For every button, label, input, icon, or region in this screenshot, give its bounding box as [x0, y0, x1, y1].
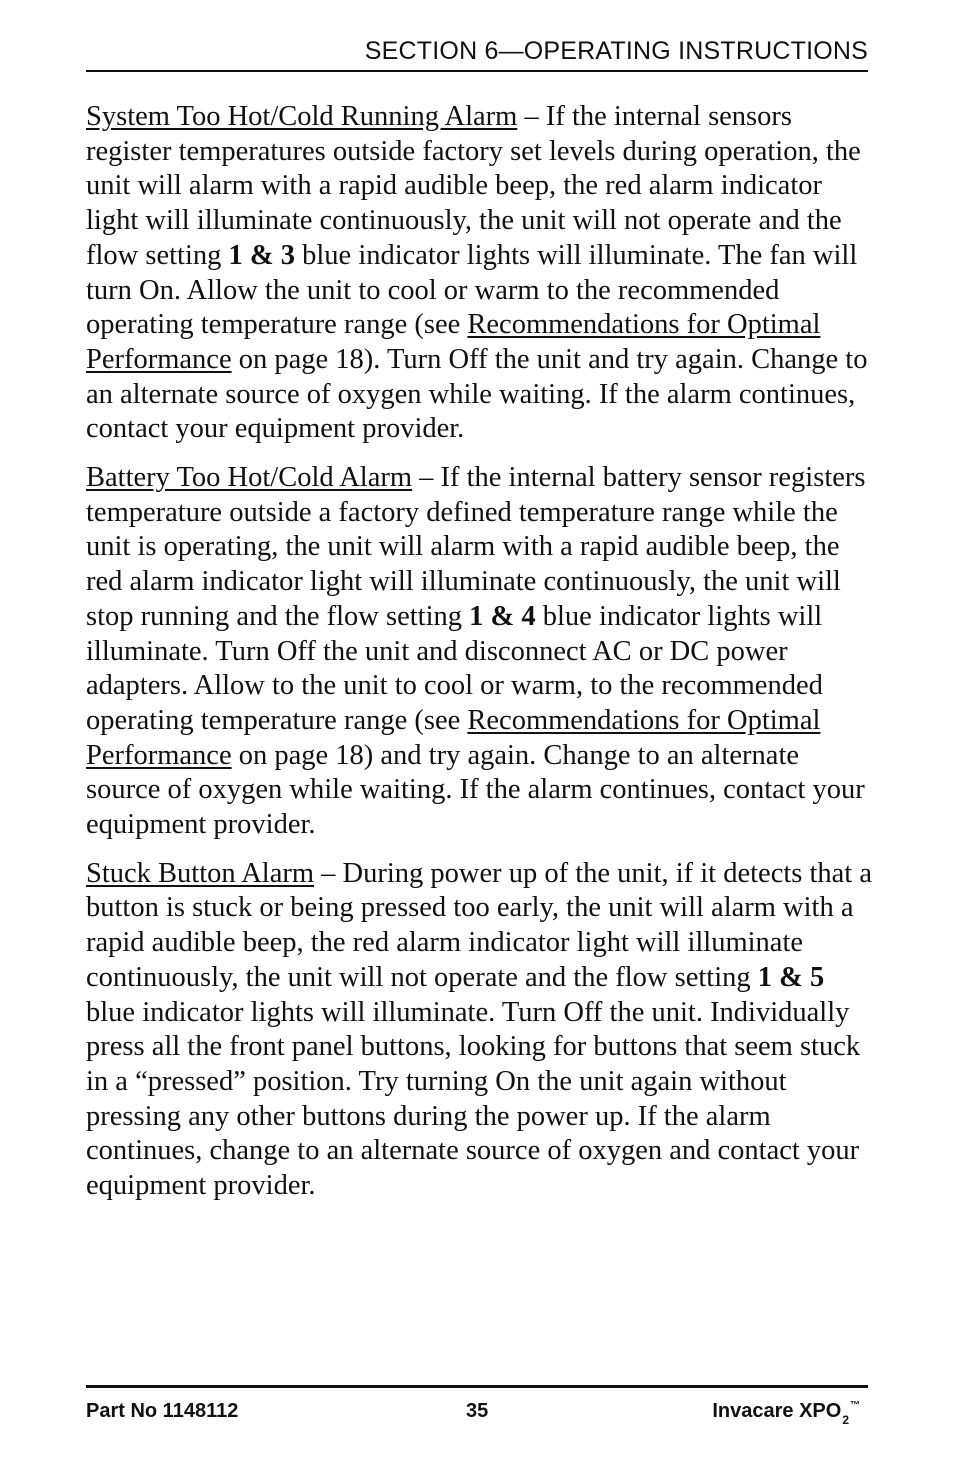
- flow-setting-bold: 1 & 5: [757, 961, 825, 993]
- flow-setting-bold: 1 & 4: [469, 600, 536, 632]
- page-number: 35: [466, 1400, 489, 1422]
- cross-reference-link[interactable]: Recommendations for Optimal Performance: [86, 704, 821, 771]
- paragraph-text: blue indicator lights will illuminate. Turn Off the unit and disconnect AC or DC power adapters. Allow to the unit to cool or warm, to the recommended operating temperature range (see: [86, 600, 823, 736]
- paragraph-text: – During power up of the unit, if it detects that a button is stuck or being pressed too early, the unit will alarm with a rapid audible beep, the red alarm indicator light will illuminate continuously, the unit will not operate and the flow setting: [86, 857, 872, 993]
- product-subscript: 2: [842, 1413, 849, 1427]
- paragraph-heading: Battery Too Hot/Cold Alarm: [86, 462, 412, 494]
- part-number: Part No 1148112: [86, 1400, 239, 1422]
- cross-reference-link[interactable]: Recommendations for Optimal Performance: [86, 309, 821, 375]
- paragraph-battery-alarm: [86, 461, 876, 843]
- section-title: SECTION 6—OPERATING INSTRUCTIONS: [364, 37, 868, 65]
- paragraph-text: on page 18) and try again. Change to an alternate source of oxygen while waiting. If the alarm continues, contact your equipment provider.: [86, 739, 865, 841]
- page-header: [86, 34, 868, 72]
- body-content: [86, 100, 876, 1218]
- product-name: [712, 1400, 860, 1427]
- page-footer: [86, 1385, 868, 1428]
- paragraph-stuck-button-alarm: [86, 857, 876, 1204]
- paragraph-text: on page 18). Turn Off the unit and try again. Change to an alternate source of oxygen while waiting. If the alarm continues, contact your equipment provider.: [86, 343, 868, 445]
- flow-setting-bold: 1 & 3: [228, 239, 295, 271]
- paragraph-text: – If the internal battery sensor registers temperature outside a factory defined temperature range while the unit is operating, the unit will alarm with a rapid audible beep, the red alarm indicator light will illuminate continuously, the unit will stop running and the flow setting: [86, 462, 866, 632]
- paragraph-system-alarm: [86, 100, 876, 447]
- paragraph-text: – If the internal sensors register temperatures outside factory set levels during operation, the unit will alarm with a rapid audible beep, the red alarm indicator light will illuminate continuously, the unit will not operate and the flow setting: [86, 101, 861, 271]
- paragraph-heading: System Too Hot/Cold Running Alarm: [86, 101, 518, 132]
- paragraph-text: blue indicator lights will illuminate. The fan will turn On. Allow the unit to cool or warm to the recommended operating temperature range (see: [86, 239, 858, 341]
- product-label: Invacare XPO: [712, 1400, 842, 1422]
- paragraph-heading: Stuck Button Alarm: [86, 857, 314, 889]
- paragraph-text: blue indicator lights will illuminate. Turn Off the unit. Individually press all the front panel buttons, looking for buttons that seem stuck in a “pressed” position. Try turning On the unit again without pressing any other buttons during the power up. If the alarm continues, change to an alternate source of oxygen and contact your equipment provider.: [86, 996, 861, 1202]
- trademark-symbol: ™: [850, 1400, 860, 1411]
